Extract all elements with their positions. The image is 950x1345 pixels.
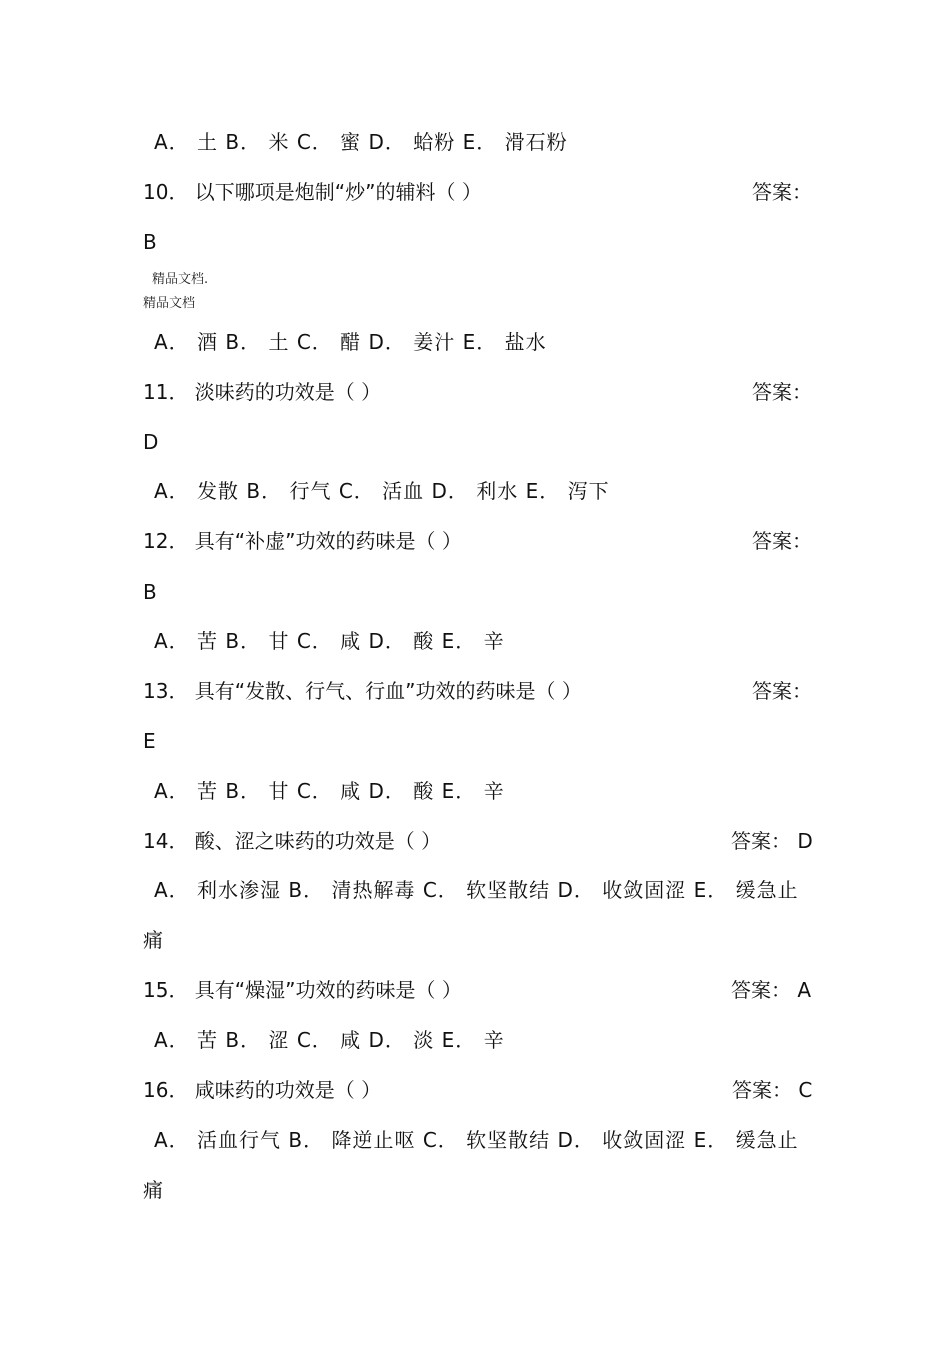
options-line-14: A． 利水渗湿 B． 清热解毒 C． 软坚散结 D． 收敛固涩 E． 缓急止 [154, 878, 799, 902]
answer-label-14: 答案： D [731, 829, 813, 853]
answer-label-11: 答案： [752, 380, 812, 404]
answer-value-11: D [143, 430, 159, 454]
answer-value-13: E [143, 729, 156, 753]
options-line-16: A． 活血行气 B． 降逆止呕 C． 软坚散结 D． 收敛固涩 E． 缓急止 [154, 1128, 799, 1152]
options-line-9: A． 土 B． 米 C． 蜜 D． 蛤粉 E． 滑石粉 [154, 130, 568, 154]
options-line-15: A． 苦 B． 涩 C． 咸 D． 淡 E． 辛 [154, 1028, 505, 1052]
options-line-13: A． 苦 B． 甘 C． 咸 D． 酸 E． 辛 [154, 779, 505, 803]
options-line-16-continued: 痛 [143, 1178, 163, 1202]
answer-label-16: 答案： C [732, 1078, 813, 1102]
answer-value-10: B [143, 230, 157, 254]
question-16: 16． 咸味药的功效是（ ） [143, 1078, 382, 1102]
question-14: 14． 酸、涩之味药的功效是（ ） [143, 829, 442, 853]
watermark-text-2: 精品文档 [143, 296, 196, 311]
question-11: 11． 淡味药的功效是（ ） [143, 380, 382, 404]
options-line-10: A． 酒 B． 土 C． 醋 D． 姜汁 E． 盐水 [154, 330, 547, 354]
question-13: 13． 具有“发散、行气、行血”功效的药味是（ ） [143, 679, 582, 703]
watermark-text-1: 精品文档. [152, 272, 209, 287]
options-line-14-continued: 痛 [143, 928, 163, 952]
options-line-12: A． 苦 B． 甘 C． 咸 D． 酸 E． 辛 [154, 629, 505, 653]
question-10: 10． 以下哪项是炮制“炒”的辅料（ ） [143, 180, 482, 204]
answer-value-12: B [143, 580, 157, 604]
answer-label-13: 答案： [752, 679, 812, 703]
answer-label-10: 答案： [752, 180, 812, 204]
question-12: 12． 具有“补虚”功效的药味是（ ） [143, 529, 462, 553]
answer-label-12: 答案： [752, 529, 812, 553]
options-line-11: A． 发散 B． 行气 C． 活血 D． 利水 E． 泻下 [154, 479, 610, 503]
question-15: 15． 具有“燥湿”功效的药味是（ ） [143, 978, 462, 1002]
answer-label-15: 答案： A [731, 978, 812, 1002]
